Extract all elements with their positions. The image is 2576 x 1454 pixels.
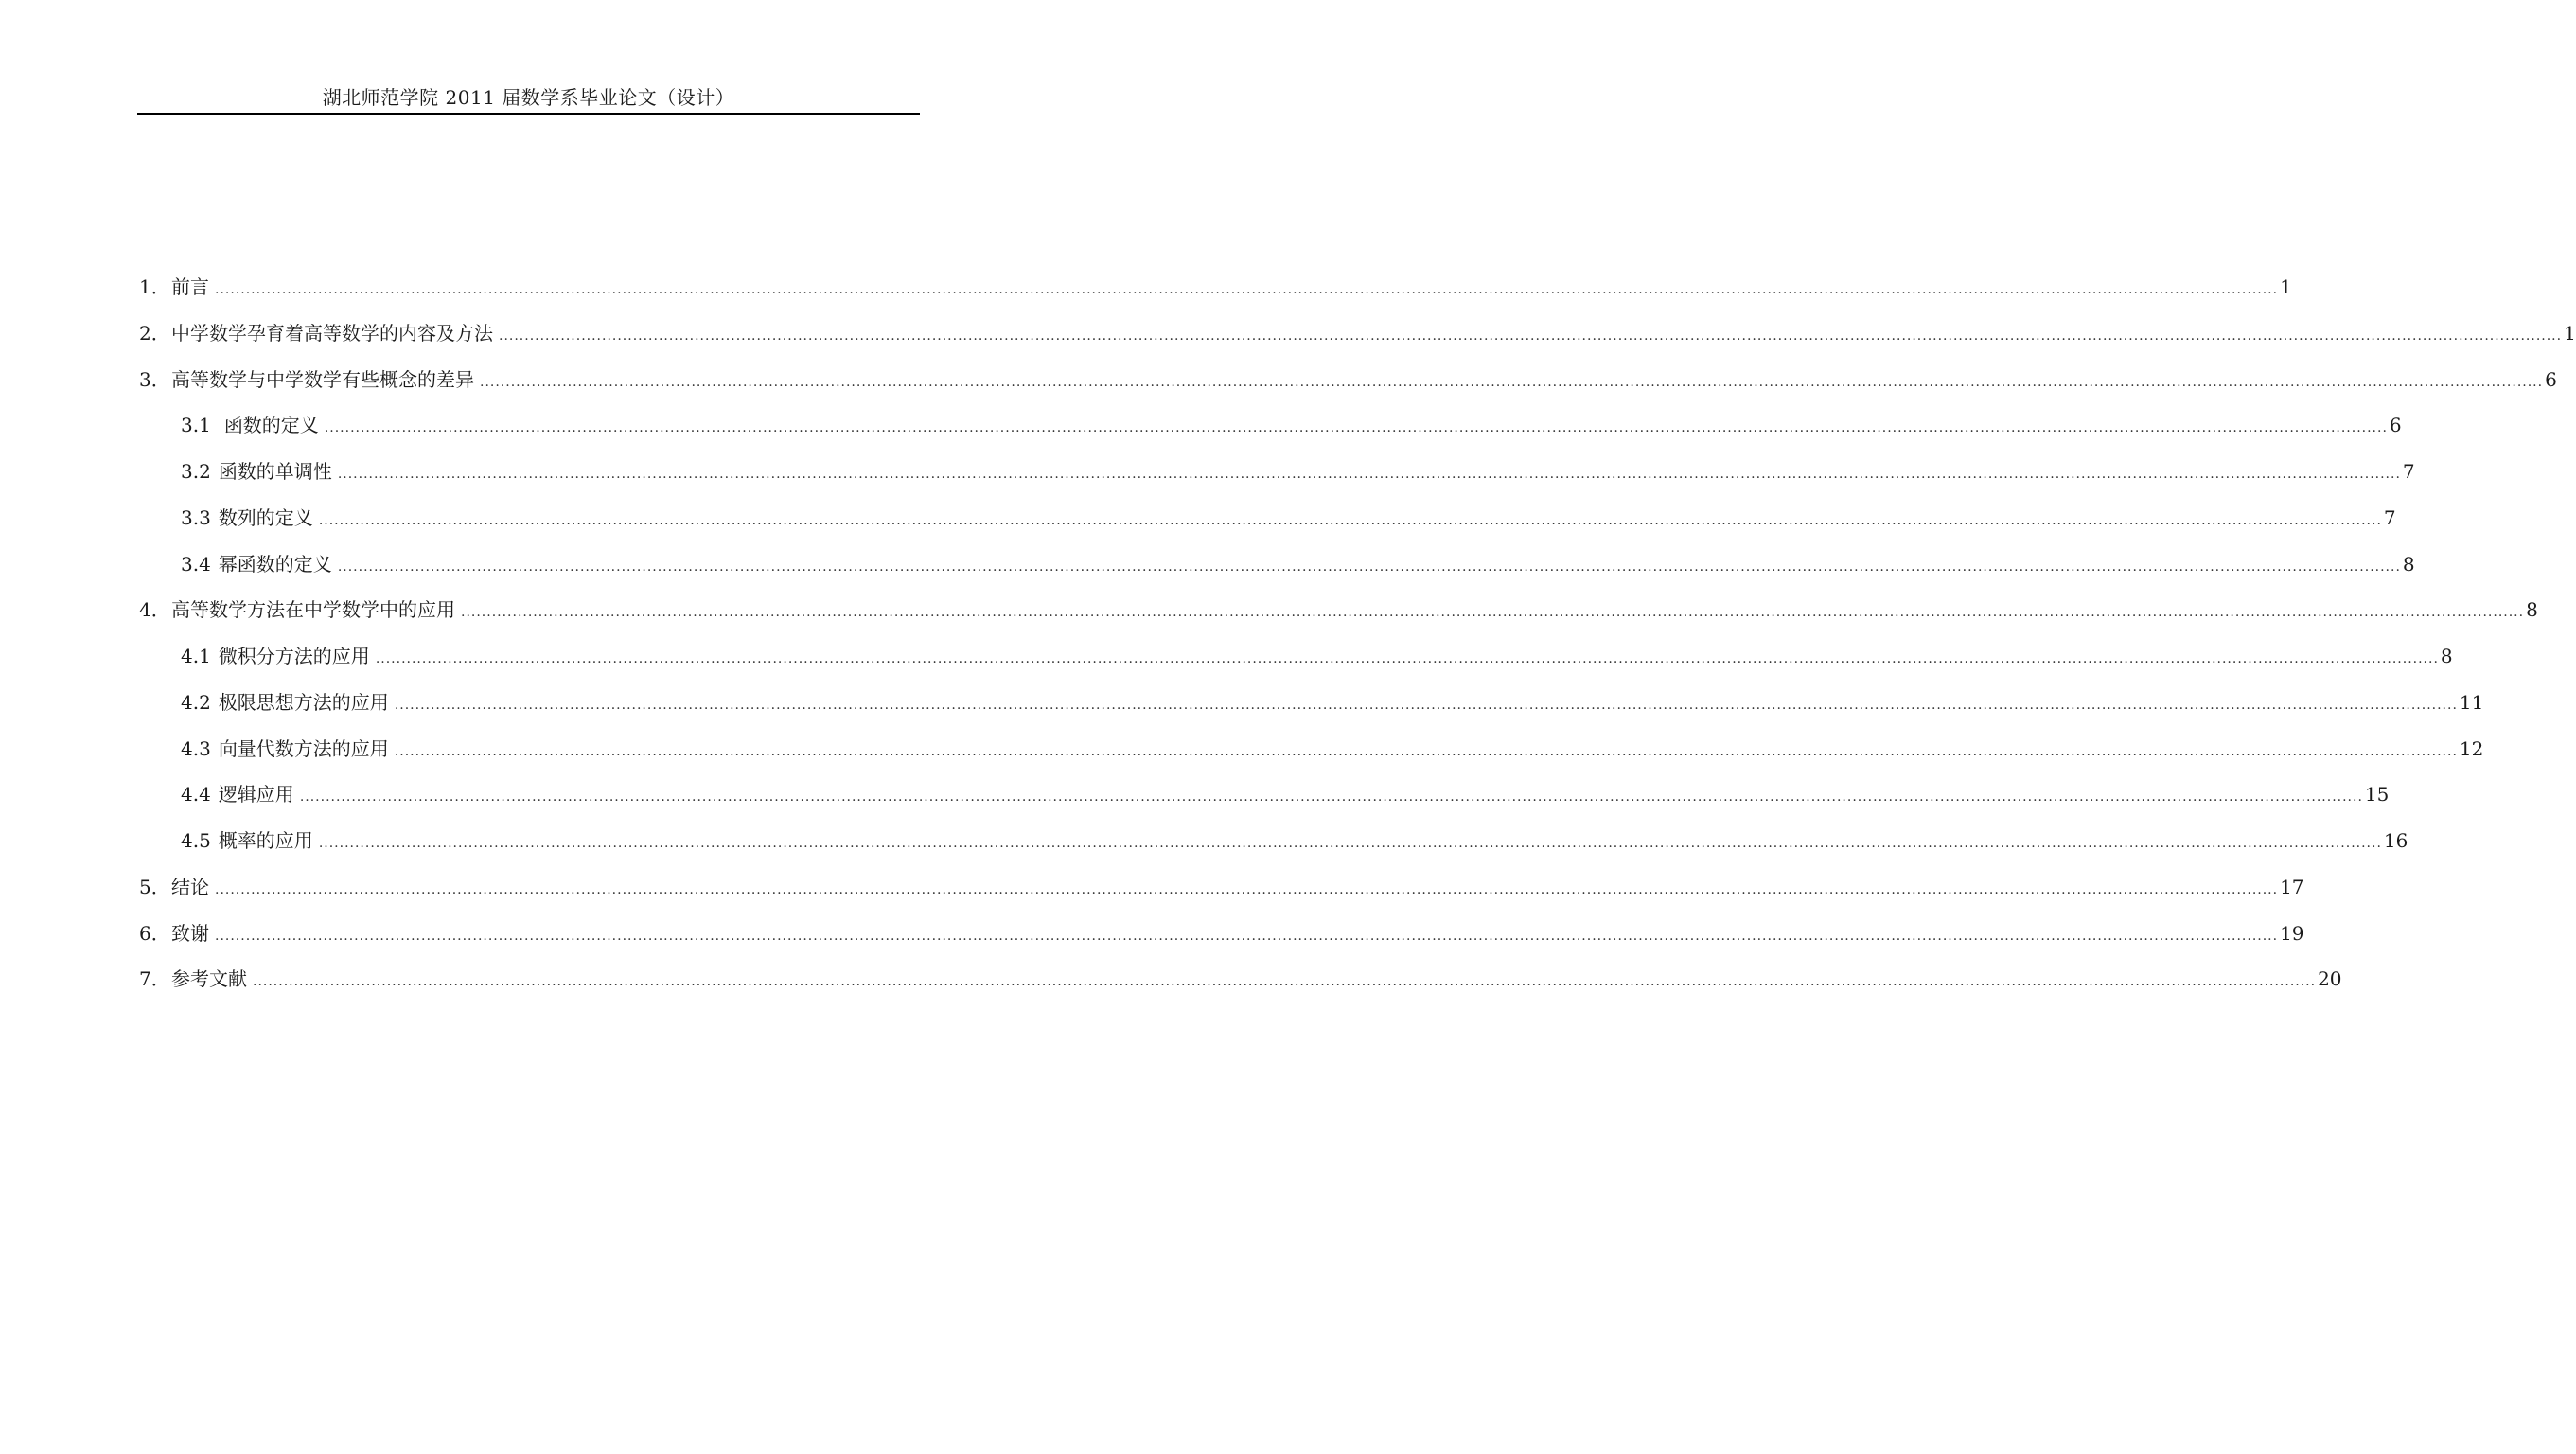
toc-page-number: 11 <box>2459 691 2484 714</box>
toc-leader-dots: ................................................................................................................................................................................................................................................................................................................................................................................................................ <box>480 375 2544 390</box>
toc-leader-dots: ................................................................................................................................................................................................................................................................................................................................................................................................................ <box>215 929 2279 944</box>
toc-title: 微积分方法的应用 <box>218 645 370 667</box>
toc-number: 2． <box>139 322 170 345</box>
toc-entry-3-1[interactable] <box>181 411 2402 439</box>
toc-number: 4． <box>139 598 170 621</box>
toc-title: 参考文献 <box>171 967 247 990</box>
toc-page-number: 6 <box>2545 368 2557 391</box>
toc-title: 高等数学与中学数学有些概念的差异 <box>171 368 474 391</box>
toc-entry-7[interactable] <box>139 965 2342 993</box>
toc-title: 致谢 <box>171 922 209 945</box>
toc-page-number: 8 <box>2440 645 2453 667</box>
toc-leader-dots: ................................................................................................................................................................................................................................................................................................................................................................................................................ <box>337 559 2401 575</box>
toc-entry-3-4[interactable] <box>181 550 2415 578</box>
toc-title: 结论 <box>171 876 209 898</box>
toc-entry-3-3[interactable] <box>181 504 2396 532</box>
toc-number: 4.5 <box>181 829 211 852</box>
toc-number: 6． <box>139 922 170 945</box>
toc-page-number: 1 <box>2280 275 2292 298</box>
toc-leader-dots: ................................................................................................................................................................................................................................................................................................................................................................................................................ <box>499 328 2563 344</box>
toc-entry-3-2[interactable] <box>181 457 2415 486</box>
page-header-title: 湖北师范学院 2011 届数学系毕业论文（设计） <box>322 86 735 109</box>
toc-leader-dots: ................................................................................................................................................................................................................................................................................................................................................................................................................ <box>215 282 2279 297</box>
toc-page-number: 6 <box>2389 414 2402 436</box>
header-rule <box>137 113 920 115</box>
toc-title: 函数的定义 <box>223 414 319 436</box>
toc-leader-dots: ................................................................................................................................................................................................................................................................................................................................................................................................................ <box>318 513 2382 528</box>
toc-title: 函数的单调性 <box>218 460 332 483</box>
toc-page-number: 15 <box>2364 783 2390 806</box>
toc-number: 4.2 <box>181 691 211 714</box>
toc-page-number: 20 <box>2318 967 2342 990</box>
toc-number: 3.2 <box>181 460 211 483</box>
toc-number: 3.4 <box>181 553 211 576</box>
toc-page-number: 7 <box>2402 460 2415 483</box>
toc-number: 1． <box>139 275 170 298</box>
toc-title: 逻辑应用 <box>218 783 294 806</box>
toc-title: 中学数学孕育着高等数学的内容及方法 <box>171 322 493 345</box>
toc-title: 概率的应用 <box>218 829 313 852</box>
toc-entry-4-3[interactable] <box>181 735 2484 763</box>
toc-leader-dots: ................................................................................................................................................................................................................................................................................................................................................................................................................ <box>318 836 2382 851</box>
toc-entry-4-4[interactable] <box>181 780 2390 808</box>
toc-entry-1[interactable] <box>139 273 2292 301</box>
toc-title: 前言 <box>171 275 209 298</box>
toc-entry-6[interactable] <box>139 919 2304 948</box>
toc-number: 7． <box>139 967 170 990</box>
toc-title: 高等数学方法在中学数学中的应用 <box>171 598 455 621</box>
toc-page-number: 17 <box>2280 876 2304 898</box>
toc-leader-dots: ................................................................................................................................................................................................................................................................................................................................................................................................................ <box>394 698 2458 713</box>
toc-page-number: 16 <box>2383 829 2408 852</box>
toc-number: 3.3 <box>181 506 211 529</box>
toc-entry-3[interactable] <box>139 365 2557 394</box>
toc-number: 4.1 <box>181 645 211 667</box>
toc-entry-4-2[interactable] <box>181 688 2484 717</box>
toc-leader-dots: ................................................................................................................................................................................................................................................................................................................................................................................................................ <box>375 651 2439 666</box>
toc-page-number: 12 <box>2459 737 2484 760</box>
toc-leader-dots: ................................................................................................................................................................................................................................................................................................................................................................................................................ <box>215 882 2279 897</box>
toc-leader-dots: ................................................................................................................................................................................................................................................................................................................................................................................................................ <box>394 744 2458 759</box>
toc-leader-dots: ................................................................................................................................................................................................................................................................................................................................................................................................................ <box>324 420 2388 435</box>
toc-page-number: 8 <box>2526 598 2538 621</box>
toc-leader-dots: ................................................................................................................................................................................................................................................................................................................................................................................................................ <box>461 605 2525 620</box>
toc-number: 5． <box>139 876 170 898</box>
toc-entry-5[interactable] <box>139 873 2304 901</box>
toc-leader-dots: ................................................................................................................................................................................................................................................................................................................................................................................................................ <box>299 789 2363 805</box>
toc-number: 4.3 <box>181 737 211 760</box>
toc-entry-4-1[interactable] <box>181 642 2453 670</box>
toc-page-number: 19 <box>2280 922 2304 945</box>
toc-leader-dots: ................................................................................................................................................................................................................................................................................................................................................................................................................ <box>253 974 2317 989</box>
toc-number: 3.1 <box>181 414 211 436</box>
toc-page-number: 1 <box>2564 322 2576 345</box>
toc-entry-4[interactable] <box>139 595 2538 624</box>
toc-title: 幂函数的定义 <box>218 553 332 576</box>
toc-leader-dots: ................................................................................................................................................................................................................................................................................................................................................................................................................ <box>337 467 2401 482</box>
toc-title: 数列的定义 <box>218 506 313 529</box>
toc-entry-4-5[interactable] <box>181 826 2408 855</box>
toc-page-number: 8 <box>2402 553 2415 576</box>
toc-number: 3． <box>139 368 170 391</box>
toc-page-number: 7 <box>2383 506 2396 529</box>
toc-number: 4.4 <box>181 783 211 806</box>
toc-title: 向量代数方法的应用 <box>218 737 389 760</box>
toc-title: 极限思想方法的应用 <box>218 691 389 714</box>
toc-entry-2[interactable] <box>139 319 2576 347</box>
